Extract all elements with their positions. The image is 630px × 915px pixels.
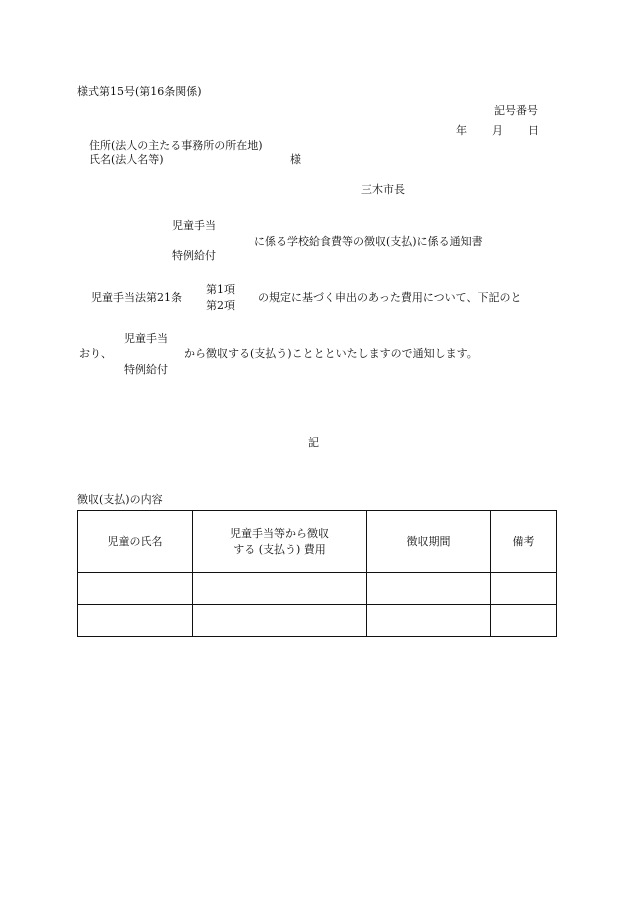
table-cell[interactable] — [193, 605, 367, 637]
date-year: 年 — [456, 124, 467, 137]
body-text-2: から徴収する(支払う)こととといたしますので通知します。 — [184, 347, 478, 360]
name-label: 氏名(法人名等) — [89, 153, 164, 166]
header-remarks: 備考 — [491, 511, 557, 573]
form-id: 様式第15号(第16条関係) — [77, 85, 202, 98]
collection-table — [77, 510, 557, 637]
table-cell[interactable] — [193, 573, 367, 605]
law-reference: 児童手当法第21条 — [91, 291, 182, 304]
table-cell[interactable] — [78, 605, 193, 637]
table-cell[interactable] — [491, 573, 557, 605]
issuer: 三木市長 — [361, 183, 405, 196]
body-option-special-benefit: 特例給付 — [124, 363, 168, 376]
table-cell[interactable] — [491, 605, 557, 637]
document-title: に係る学校給食費等の徴収(支払)に係る通知書 — [254, 235, 483, 248]
title-option-special-benefit: 特例給付 — [172, 249, 216, 262]
date-month: 月 — [492, 124, 503, 137]
table-caption: 徴収(支払)の内容 — [77, 493, 163, 506]
honorific: 様 — [290, 153, 301, 166]
table-cell[interactable] — [78, 573, 193, 605]
body-text-1: の規定に基づく申出のあった費用について、下記のと — [258, 291, 522, 304]
record-number: 記号番号 — [494, 104, 538, 117]
address-label: 住所(法人の主たる事務所の所在地) — [89, 139, 263, 152]
clause-1: 第1項 — [206, 283, 235, 296]
body-prefix: おり、 — [79, 347, 112, 360]
table-header-row — [78, 511, 557, 573]
header-child-name: 児童の氏名 — [78, 511, 193, 573]
body-option-child-allowance: 児童手当 — [124, 332, 168, 345]
title-option-child-allowance: 児童手当 — [172, 219, 216, 232]
header-period: 徴収期間 — [367, 511, 491, 573]
table-cell[interactable] — [367, 605, 491, 637]
clause-2: 第2項 — [206, 299, 235, 312]
table-cell[interactable] — [367, 573, 491, 605]
table-row — [78, 605, 557, 637]
table-row — [78, 573, 557, 605]
date-day: 日 — [528, 124, 539, 137]
ki-heading: 記 — [308, 436, 319, 449]
header-cost: 児童手当等から徴収する (支払う) 費用 — [193, 511, 367, 573]
